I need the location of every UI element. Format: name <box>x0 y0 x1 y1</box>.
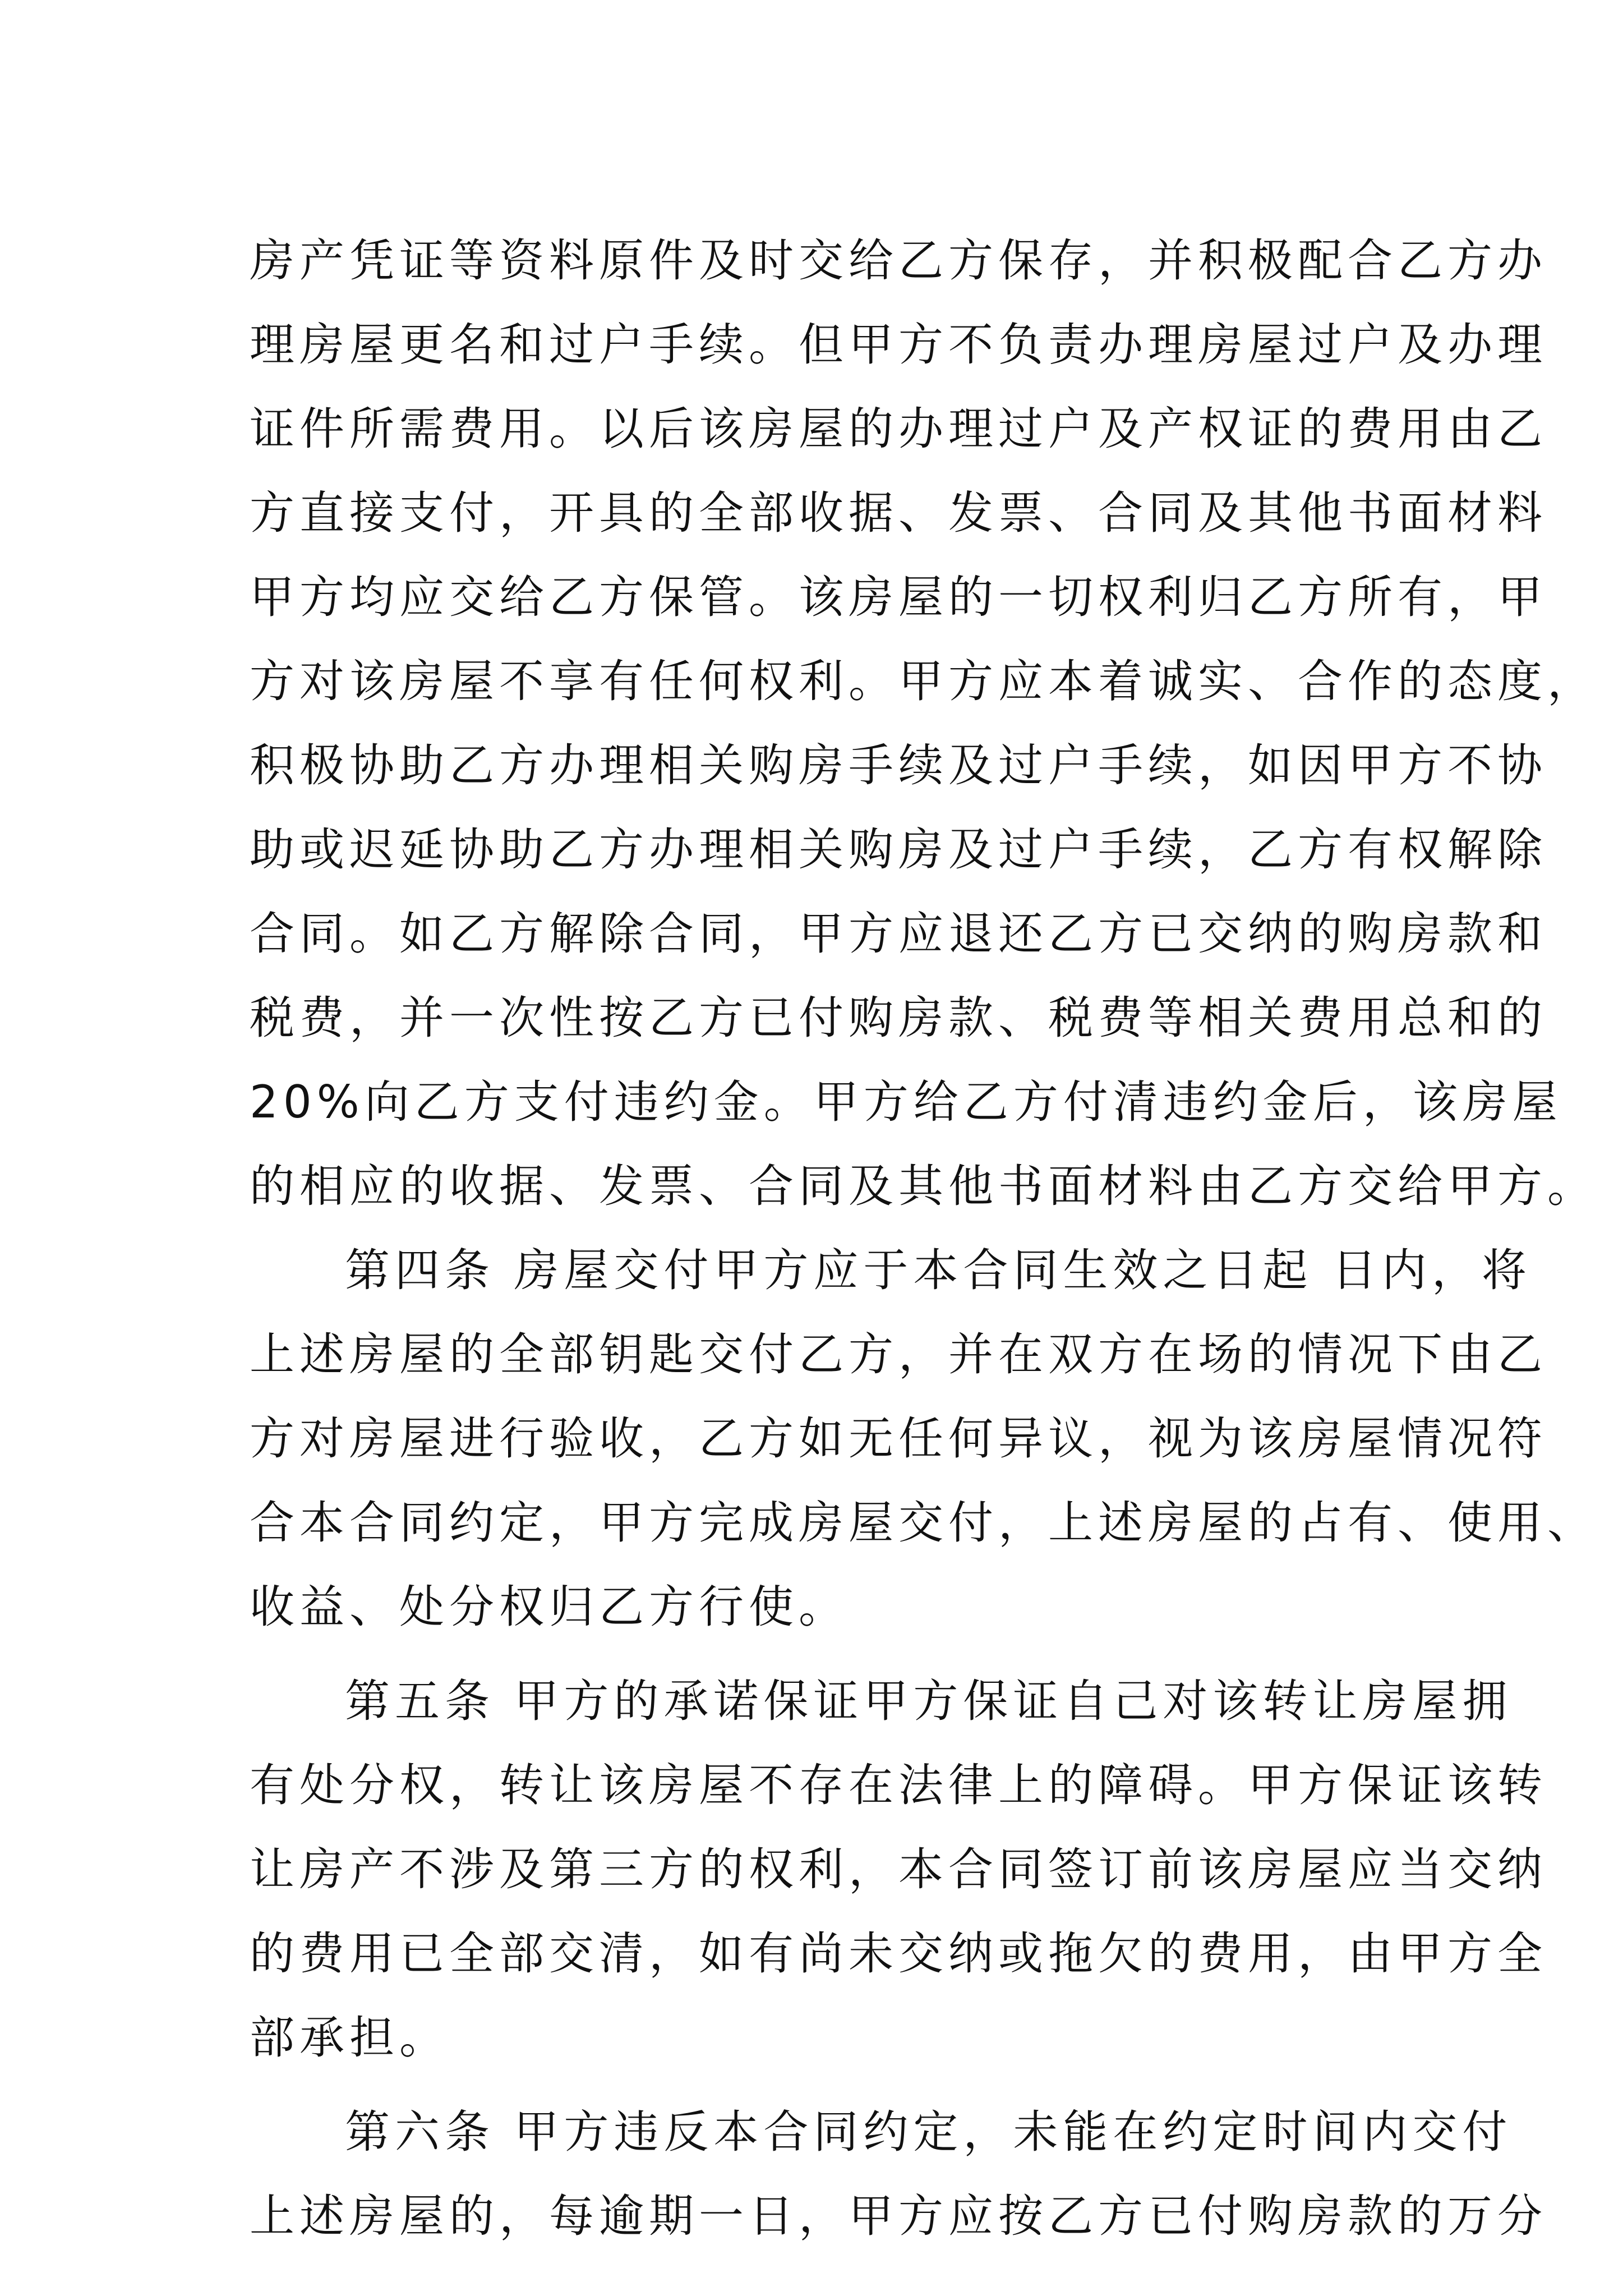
text-line: 合本合同约定，甲方完成房屋交付，上述房屋的占有、使用、 <box>250 1497 1597 1549</box>
article-5-heading-line: 第五条 甲方的承诺保证甲方保证自己对该转让房屋拥 <box>345 1675 1513 1727</box>
article-4-heading-line: 第四条 房屋交付甲方应于本合同生效之日起 日内，将 <box>345 1244 1532 1296</box>
article-6-heading-line: 第六条 甲方违反本合同约定，未能在约定时间内交付 <box>345 2106 1513 2158</box>
text-line: 积极协助乙方办理相关购房手续及过户手续，如因甲方不协 <box>250 739 1547 792</box>
paragraph-article-4 <box>250 1228 1597 1649</box>
text-line: 理房屋更名和过户手续。但甲方不负责办理房屋过户及办理 <box>250 319 1547 371</box>
text-line: 有处分权，转让该房屋不存在法律上的障碍。甲方保证该转 <box>250 1759 1547 1811</box>
paragraph-article-6 <box>250 2090 1547 2258</box>
paragraph-transfer-obligations <box>250 219 1597 1228</box>
text-line: 税费，并一次性按乙方已付购房款、税费等相关费用总和的 <box>250 992 1547 1044</box>
text-line: 助或迟延协助乙方办理相关购房及过户手续，乙方有权解除 <box>250 823 1547 876</box>
contract-text <box>250 219 1597 2258</box>
text-line: 甲方均应交给乙方保管。该房屋的一切权利归乙方所有，甲 <box>250 571 1547 623</box>
text-line: 的相应的收据、发票、合同及其他书面材料由乙方交给甲方。 <box>250 1160 1597 1212</box>
text-line: 让房产不涉及第三方的权利，本合同签订前该房屋应当交纳 <box>250 1843 1547 1895</box>
text-line: 收益、处分权归乙方行使。 <box>250 1581 849 1633</box>
text-line: 上述房屋的，每逾期一日，甲方应按乙方已付购房款的万分 <box>250 2190 1547 2242</box>
text-line: 房产凭证等资料原件及时交给乙方保存，并积极配合乙方办 <box>250 234 1547 287</box>
paragraph-gap <box>250 1649 1371 1659</box>
paragraph-article-5 <box>250 1659 1547 2080</box>
text-line: 方对房屋进行验收，乙方如无任何异议，视为该房屋情况符 <box>250 1412 1547 1465</box>
text-line: 方对该房屋不享有任何权利。甲方应本着诚实、合作的态度， <box>250 655 1597 707</box>
text-line: 20%向乙方支付违约金。甲方给乙方付清违约金后，该房屋 <box>250 1076 1562 1128</box>
text-line: 的费用已全部交清，如有尚未交纳或拖欠的费用，由甲方全 <box>250 1927 1547 1980</box>
paragraph-gap <box>250 2080 1371 2090</box>
text-line: 证件所需费用。以后该房屋的办理过户及产权证的费用由乙 <box>250 403 1547 455</box>
text-line: 部承担。 <box>250 2012 449 2064</box>
text-line: 上述房屋的全部钥匙交付乙方，并在双方在场的情况下由乙 <box>250 1328 1547 1381</box>
text-line: 合同。如乙方解除合同，甲方应退还乙方已交纳的购房款和 <box>250 908 1547 960</box>
text-line: 方直接支付，开具的全部收据、发票、合同及其他书面材料 <box>250 487 1547 539</box>
